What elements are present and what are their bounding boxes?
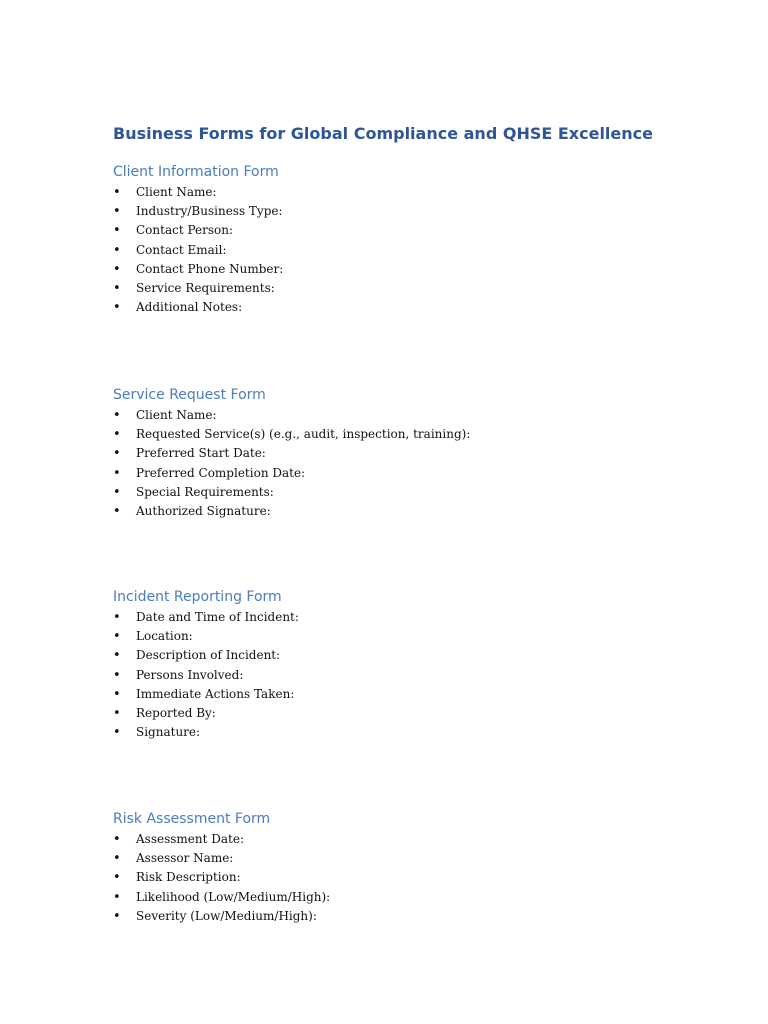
section-client-information-form	[113, 161, 713, 317]
bullet-icon: •	[113, 427, 121, 443]
bullet-icon: •	[113, 408, 121, 423]
list-item	[113, 425, 713, 444]
list-item	[113, 608, 713, 627]
field-label: Assessor Name:	[136, 851, 234, 866]
list-item	[113, 221, 713, 240]
section-service-request-form	[113, 384, 713, 521]
bullet-icon: •	[113, 889, 121, 905]
field-label: Risk Description:	[136, 870, 241, 885]
list-item	[113, 666, 713, 685]
field-label: Client Name:	[136, 408, 217, 422]
list-item	[113, 627, 713, 646]
list-item	[113, 406, 713, 425]
section-heading: Risk Assessment Form	[113, 811, 271, 827]
field-label: Industry/Business Type:	[136, 204, 283, 219]
section-heading: Client Information Form	[113, 164, 279, 180]
bullet-icon: •	[113, 242, 121, 258]
bullet-icon: •	[113, 705, 121, 721]
list-item	[113, 260, 713, 279]
list-item	[113, 723, 713, 742]
field-label: Contact Phone Number:	[136, 261, 284, 276]
field-label: Authorized Signature:	[136, 503, 271, 518]
bullet-icon: •	[113, 832, 121, 847]
list-item	[113, 868, 713, 887]
bullet-icon: •	[113, 223, 121, 239]
bullet-icon: •	[113, 185, 121, 200]
section-heading: Service Request Form	[113, 387, 266, 403]
bullet-icon: •	[113, 648, 121, 664]
list-item	[113, 685, 713, 704]
field-label: Immediate Actions Taken:	[136, 686, 295, 701]
bullet-icon: •	[113, 629, 121, 645]
bullet-icon: •	[113, 280, 121, 296]
list-item	[113, 830, 713, 849]
list-item	[113, 464, 713, 483]
list-item	[113, 298, 713, 317]
field-list	[113, 183, 713, 317]
field-label: Reported By:	[136, 705, 216, 720]
bullet-icon: •	[113, 870, 121, 886]
bullet-icon: •	[113, 667, 121, 683]
document-title: Business Forms for Global Compliance and QHSE Excellence	[113, 124, 653, 143]
bullet-icon: •	[113, 908, 121, 924]
bullet-icon: •	[113, 465, 121, 481]
field-label: Service Requirements:	[136, 280, 275, 295]
bullet-icon: •	[113, 851, 121, 867]
field-label: Requested Service(s) (e.g., audit, inspection, training):	[136, 427, 471, 442]
field-list	[113, 830, 713, 926]
list-item	[113, 704, 713, 723]
field-list	[113, 608, 713, 742]
list-item	[113, 183, 713, 202]
field-label: Assessment Date:	[136, 832, 244, 846]
list-item	[113, 202, 713, 221]
section-heading: Incident Reporting Form	[113, 589, 282, 605]
list-item	[113, 483, 713, 502]
list-item	[113, 241, 713, 260]
bullet-icon: •	[113, 503, 121, 519]
bullet-icon: •	[113, 446, 121, 462]
field-label: Contact Person:	[136, 223, 233, 238]
field-label: Preferred Completion Date:	[136, 465, 306, 480]
field-label: Preferred Start Date:	[136, 446, 266, 461]
bullet-icon: •	[113, 725, 121, 741]
list-item	[113, 646, 713, 665]
bullet-icon: •	[113, 610, 121, 625]
field-list	[113, 406, 713, 521]
list-item	[113, 888, 713, 907]
list-item	[113, 849, 713, 868]
section-incident-reporting-form	[113, 586, 713, 742]
field-label: Client Name:	[136, 185, 217, 199]
field-label: Likelihood (Low/Medium/High):	[136, 889, 331, 904]
bullet-icon: •	[113, 204, 121, 220]
bullet-icon: •	[113, 300, 121, 316]
list-item	[113, 502, 713, 521]
field-label: Additional Notes:	[136, 300, 243, 315]
field-label: Description of Incident:	[136, 648, 281, 663]
field-label: Special Requirements:	[136, 484, 274, 499]
list-item	[113, 279, 713, 298]
bullet-icon: •	[113, 484, 121, 500]
field-label: Persons Involved:	[136, 667, 244, 682]
section-risk-assessment-form	[113, 808, 713, 926]
bullet-icon: •	[113, 686, 121, 702]
field-label: Location:	[136, 629, 193, 644]
bullet-icon: •	[113, 261, 121, 277]
field-label: Severity (Low/Medium/High):	[136, 908, 317, 923]
field-label: Signature:	[136, 725, 201, 740]
list-item	[113, 907, 713, 926]
field-label: Contact Email:	[136, 242, 227, 257]
field-label: Date and Time of Incident:	[136, 610, 299, 624]
list-item	[113, 444, 713, 463]
